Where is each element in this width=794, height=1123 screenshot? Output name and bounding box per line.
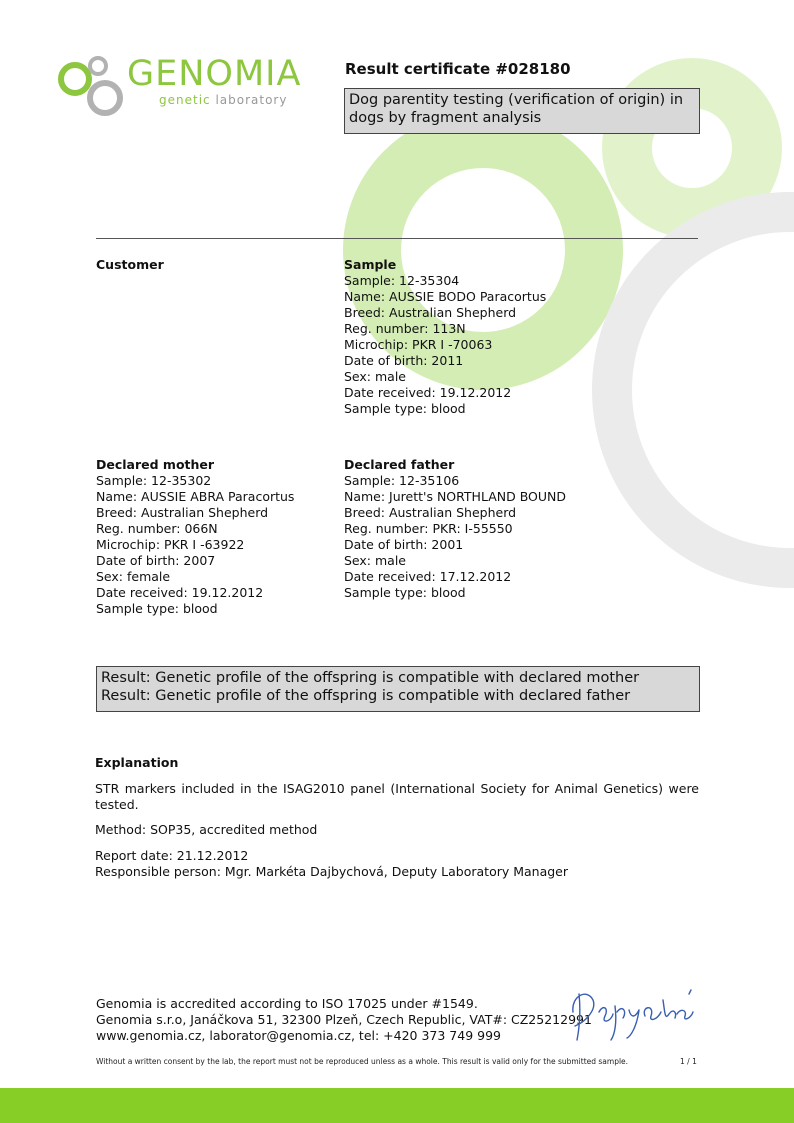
sample-line: Date received: 19.12.2012 — [344, 385, 512, 400]
father-line: Date received: 17.12.2012 — [344, 569, 512, 584]
sample-line: Breed: Australian Shepherd — [344, 305, 517, 320]
sample-heading: Sample — [344, 257, 397, 272]
result-line-mother: Result: Genetic profile of the offspring is compatible with declared mother — [101, 670, 640, 686]
explanation-heading: Explanation — [95, 755, 179, 770]
sample-line: Microchip: PKR I -70063 — [344, 337, 493, 352]
footer-accreditation: Genomia is accredited according to ISO 17025 under #1549. — [96, 996, 478, 1011]
mother-line: Date of birth: 2007 — [96, 553, 216, 568]
page-number: 1 / 1 — [680, 1057, 697, 1066]
mother-line: Name: AUSSIE ABRA Paracortus — [96, 489, 295, 504]
father-line: Name: Jurett's NORTHLAND BOUND — [344, 489, 567, 504]
genomia-logo-icon — [55, 54, 127, 118]
certificate-title: Result certificate #028180 — [345, 60, 571, 78]
sample-line: Sex: male — [344, 369, 406, 384]
mother-line: Reg. number: 066N — [96, 521, 218, 536]
footer-web: www.genomia.cz, laborator@genomia.cz, tel: +420 373 749 999 — [96, 1028, 501, 1043]
test-description-line: dogs by fragment analysis — [349, 110, 542, 126]
sample-block — [344, 257, 546, 417]
responsible-person: Responsible person: Mgr. Markéta Dajbychová, Deputy Laboratory Manager — [95, 864, 569, 879]
sample-line: Date of birth: 2011 — [344, 353, 464, 368]
explanation-text: STR markers included in the ISAG2010 panel (International Society for Animal Genetics) were tested. — [95, 781, 699, 812]
test-description-line: Dog parentity testing (verification of origin) in — [349, 92, 684, 108]
signature — [565, 982, 697, 1044]
father-line: Sex: male — [344, 553, 406, 568]
customer-block — [96, 257, 164, 273]
mother-line: Date received: 19.12.2012 — [96, 585, 264, 600]
father-line: Date of birth: 2001 — [344, 537, 464, 552]
footer-green-bar — [0, 1088, 794, 1123]
sample-line: Name: AUSSIE BODO Paracortus — [344, 289, 547, 304]
divider — [96, 238, 698, 239]
father-line: Breed: Australian Shepherd — [344, 505, 517, 520]
result-line-father: Result: Genetic profile of the offspring is compatible with declared father — [101, 688, 631, 704]
mother-line: Sample type: blood — [96, 601, 218, 616]
mother-line: Microchip: PKR I -63922 — [96, 537, 245, 552]
sample-line: Reg. number: 113N — [344, 321, 466, 336]
customer-heading: Customer — [96, 257, 164, 272]
father-heading: Declared father — [344, 457, 455, 472]
logo-subtitle — [159, 93, 287, 107]
footer-contact — [96, 996, 592, 1044]
logo-wordmark: GENOMIA — [127, 54, 302, 94]
mother-line: Breed: Australian Shepherd — [96, 505, 269, 520]
mother-line: Sample: 12-35302 — [96, 473, 212, 488]
disclaimer: Without a written consent by the lab, the report must not be reproduced unless as a whole. This result is valid only for the submitted sample. — [96, 1057, 629, 1066]
test-description-box — [344, 88, 700, 134]
gray-ring — [612, 212, 794, 568]
mother-heading: Declared mother — [96, 457, 215, 472]
mother-line: Sex: female — [96, 569, 171, 584]
logo-subtitle-gray: laboratory — [215, 93, 288, 107]
report-info — [95, 848, 568, 880]
father-block — [344, 457, 566, 601]
method-line: Method: SOP35, accredited method — [95, 822, 318, 837]
report-date: Report date: 21.12.2012 — [95, 848, 249, 863]
result-box — [96, 666, 700, 712]
father-line: Sample type: blood — [344, 585, 466, 600]
logo-subtitle-green: genetic — [159, 93, 211, 107]
sample-line: Sample: 12-35304 — [344, 273, 460, 288]
sample-line: Sample type: blood — [344, 401, 466, 416]
mother-block — [96, 457, 294, 617]
footer-address: Genomia s.r.o, Janáčkova 51, 32300 Plzeň, Czech Republic, VAT#: CZ25212991 — [96, 1012, 592, 1027]
father-line: Reg. number: PKR: I-55550 — [344, 521, 513, 536]
father-line: Sample: 12-35106 — [344, 473, 460, 488]
